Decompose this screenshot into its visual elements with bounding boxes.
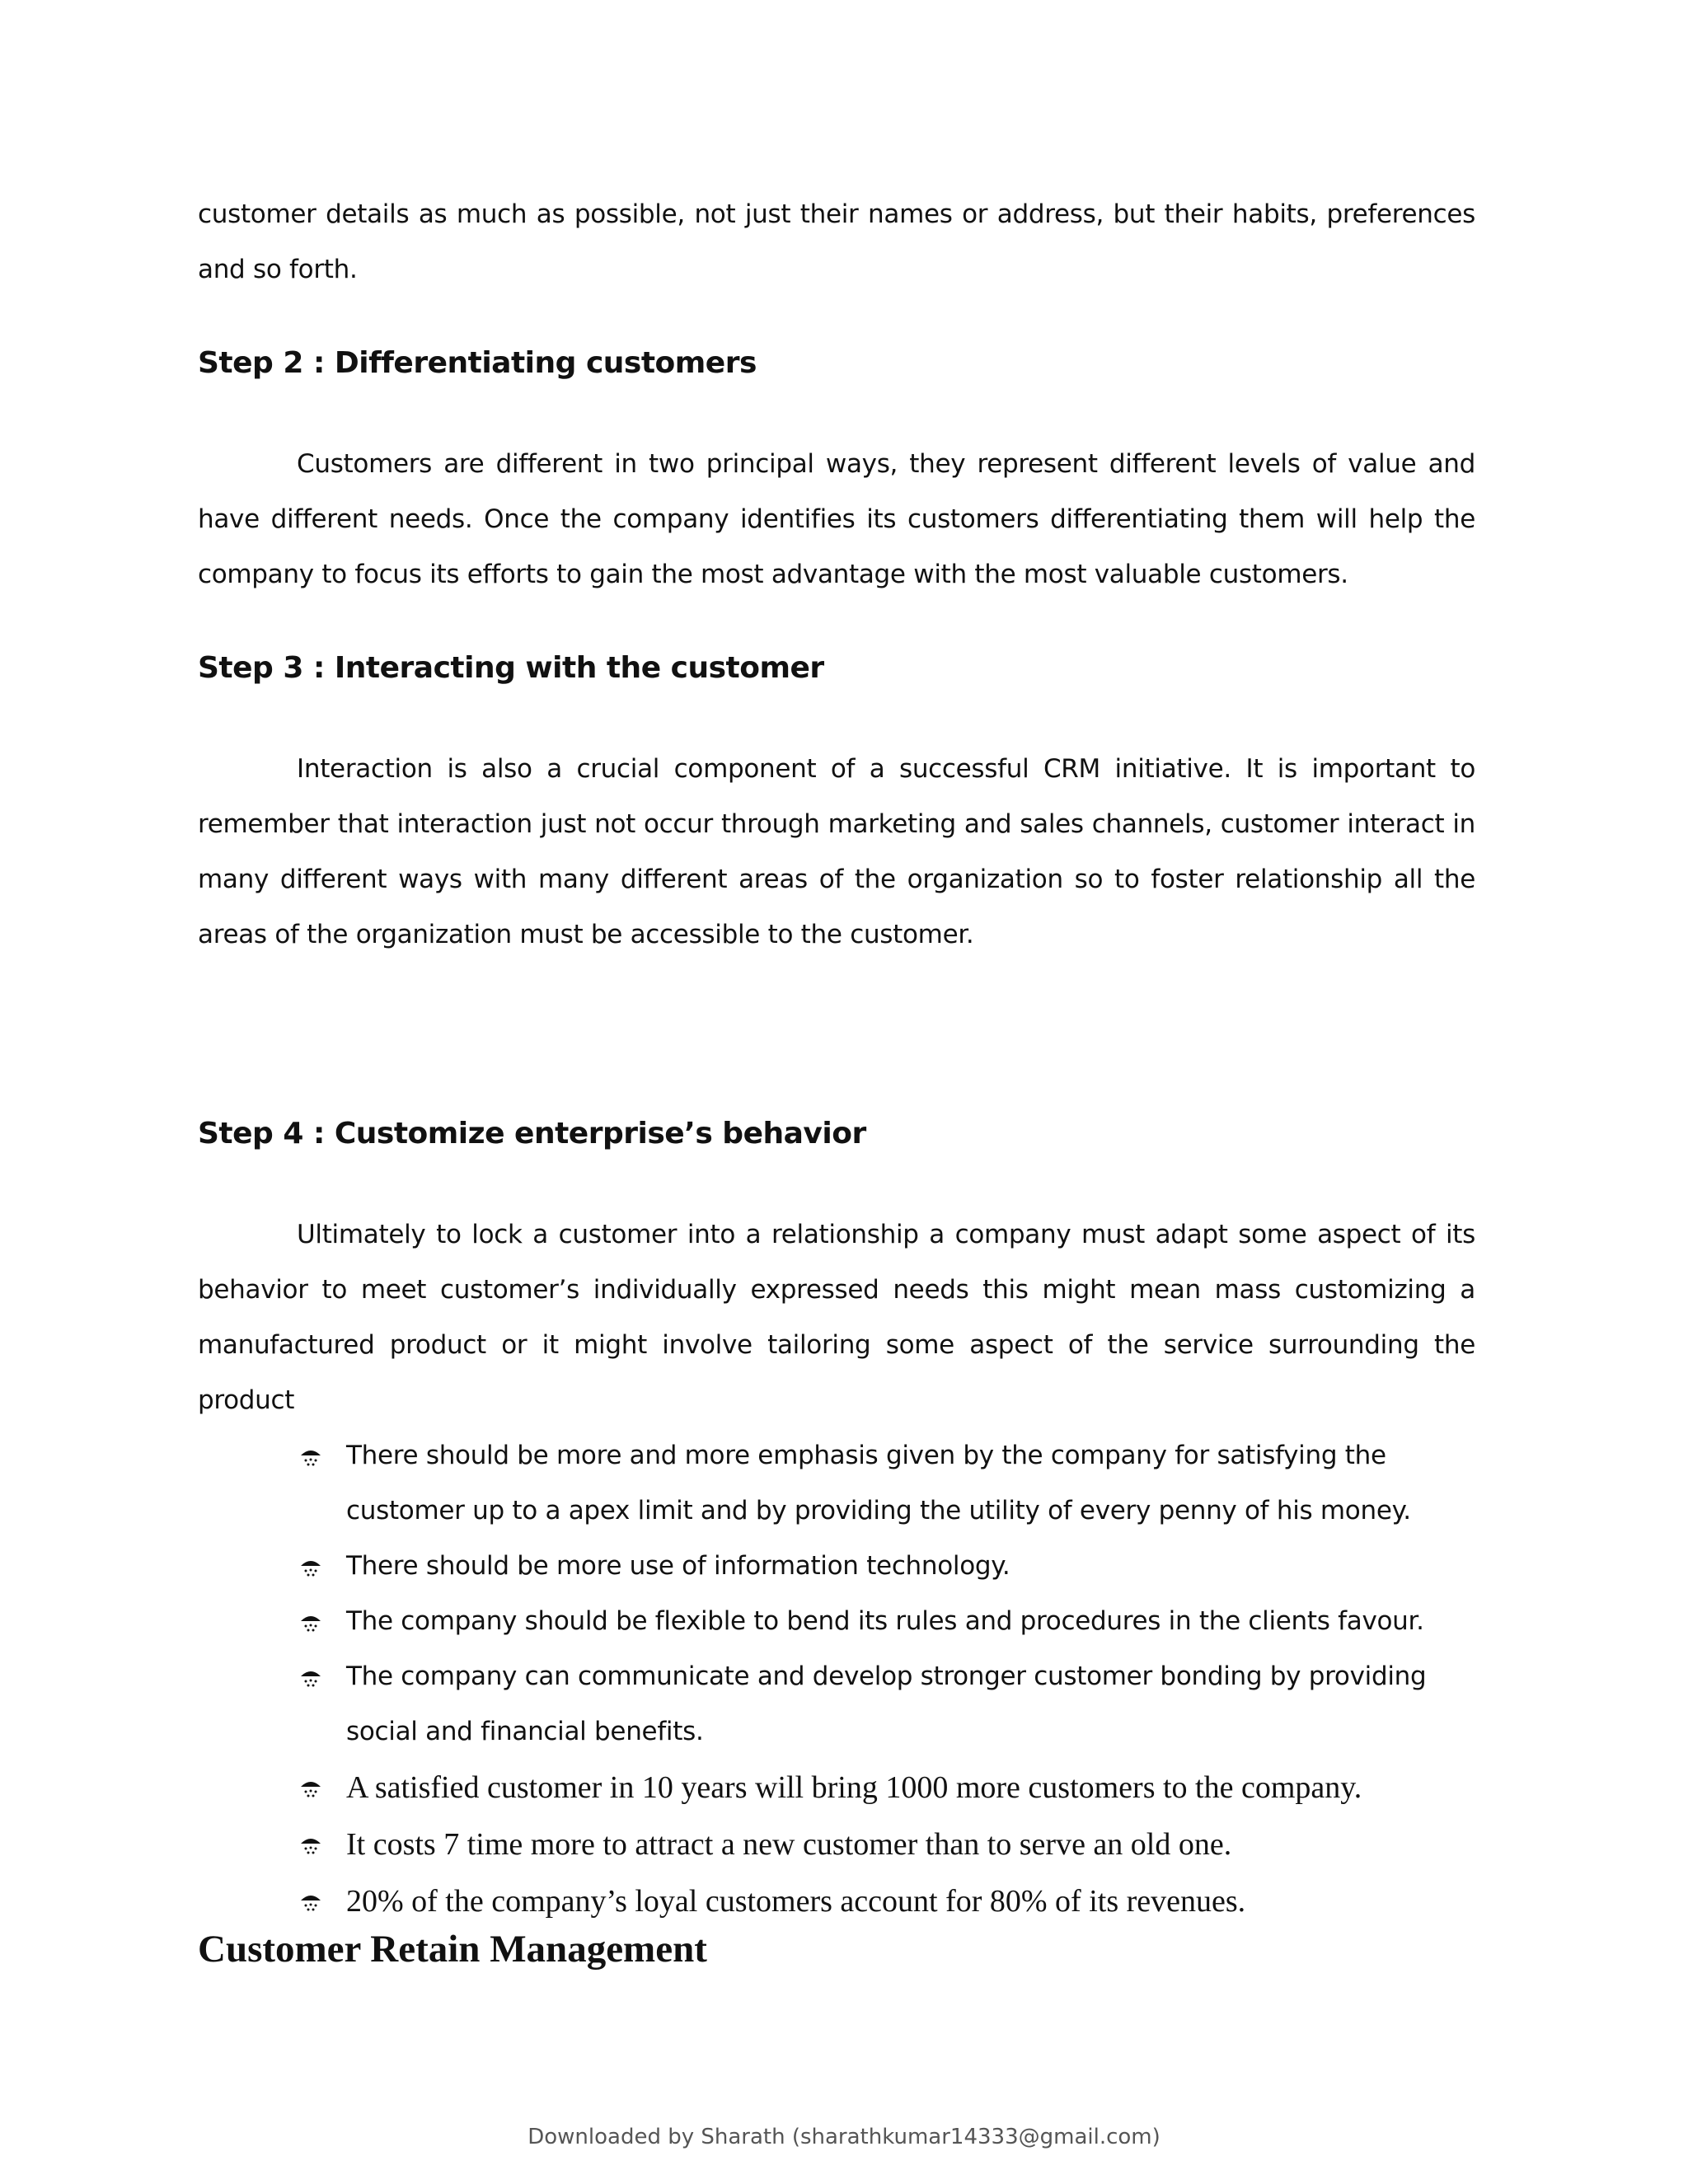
umbrella-rain-icon: [300, 1446, 321, 1469]
umbrella-rain-icon: [300, 1667, 321, 1690]
list-item: [297, 1428, 1475, 1539]
umbrella-rain-icon: [300, 1557, 321, 1580]
download-footer: Downloaded by Sharath (sharathkumar14333@gmail.com): [528, 2125, 1160, 2149]
bullet-list: [297, 1428, 1475, 1930]
umbrella-rain-icon: [300, 1891, 321, 1915]
intro-paragraph: customer details as much as possible, not just their names or address, but their habits, preferences and so forth.: [198, 199, 1475, 284]
list-item-text: The company should be flexible to bend its rules and procedures in the clients favour.: [346, 1606, 1424, 1636]
umbrella-rain-icon: [300, 1778, 321, 1801]
umbrella-rain-icon: [300, 1612, 321, 1635]
list-item-text: There should be more use of information technology.: [346, 1551, 1010, 1581]
list-item: [297, 1760, 1475, 1816]
step3-heading: Step 3 : Interacting with the customer: [198, 651, 824, 685]
step4-paragraph: Ultimately to lock a customer into a relationship a company must adapt some aspect of its behavior to meet customer’s individually expressed needs this might mean mass customizing a manufactured product or it might involve tailoring some aspect of the service surrounding the product: [198, 1220, 1475, 1415]
list-item: [297, 1539, 1475, 1594]
step3-paragraph: Interaction is also a crucial component of a successful CRM initiative. It is important to remember that interaction just not occur through marketing and sales channels, customer interact in many different ways with many different areas of the organization so to foster relationship all the areas of the organization must be accessible to the customer.: [198, 754, 1475, 949]
list-item: [297, 1816, 1475, 1873]
list-item: [297, 1649, 1475, 1760]
umbrella-rain-icon: [300, 1835, 321, 1858]
list-item-text: There should be more and more emphasis given by the company for satisfying the customer up to a apex limit and by providing the utility of every penny of his money.: [346, 1441, 1411, 1526]
list-item-text: The company can communicate and develop stronger customer bonding by providing social and financial benefits.: [346, 1661, 1427, 1746]
list-item-text: 20% of the company’s loyal customers account for 80% of its revenues.: [346, 1884, 1246, 1919]
step2-paragraph: Customers are different in two principal ways, they represent different levels of value and have different needs. Once the company identifies its customers differentiating them will help the company to focus its efforts to gain the most advantage with the most valuable customers.: [198, 449, 1475, 589]
list-item-text: A satisfied customer in 10 years will bring 1000 more customers to the company.: [346, 1770, 1362, 1805]
list-item: [297, 1873, 1475, 1930]
step2-heading: Step 2 : Differentiating customers: [198, 346, 757, 380]
step4-heading: Step 4 : Customize enterprise’s behavior: [198, 1117, 866, 1151]
list-item-text: It costs 7 time more to attract a new customer than to serve an old one.: [346, 1827, 1232, 1862]
section-heading: Customer Retain Management: [198, 1928, 707, 1971]
list-item: [297, 1594, 1475, 1649]
